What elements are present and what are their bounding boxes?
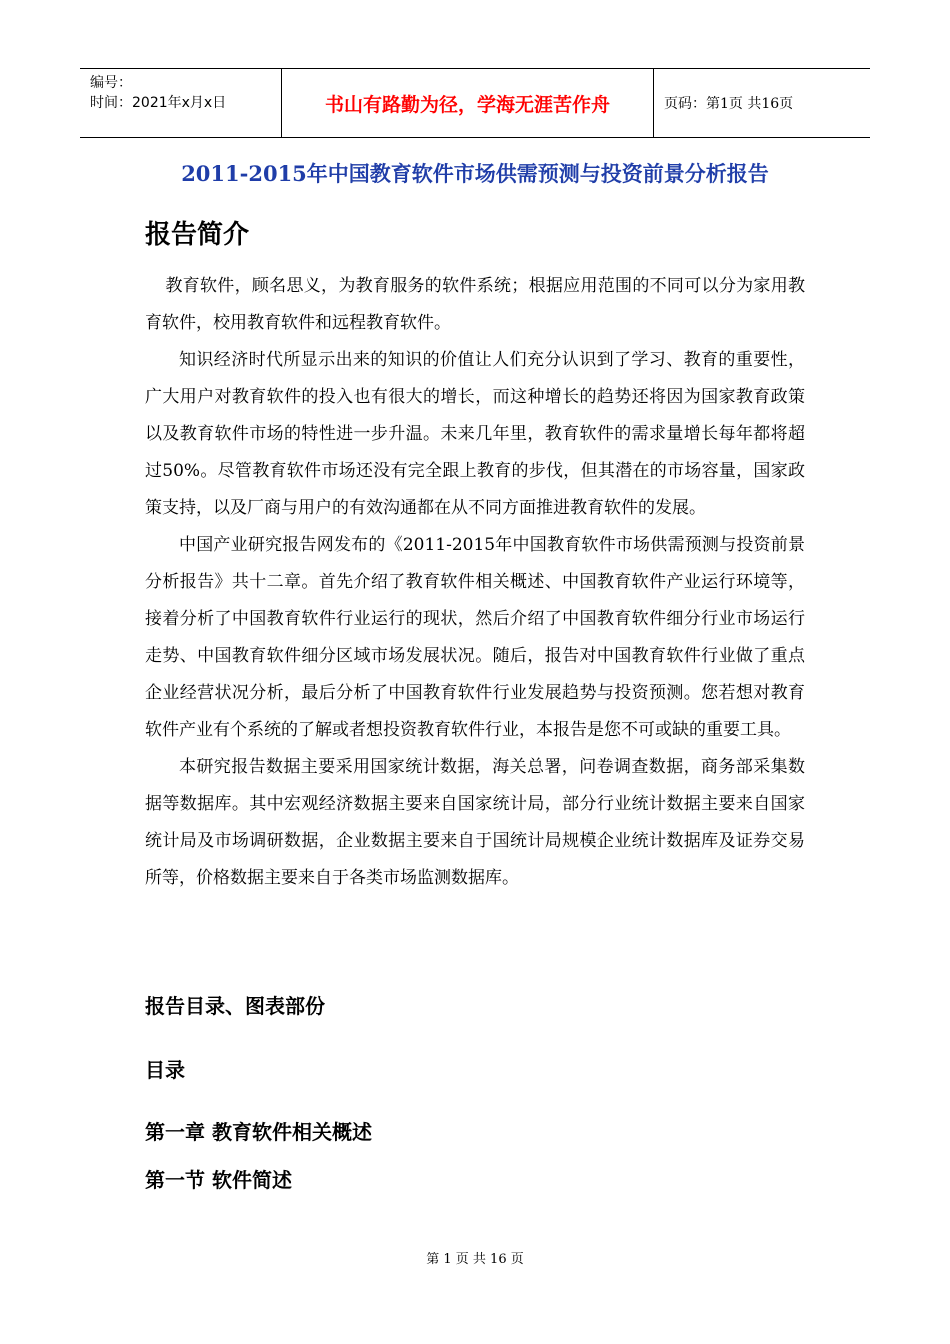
chapter-heading: 第一章 教育软件相关概述 <box>145 1120 372 1144</box>
header-meta <box>80 69 281 137</box>
paragraph: 教育软件，顾名思义，为教育服务的软件系统；根据应用范围的不同可以分为家用教育软件，校用教育软件和远程教育软件。 <box>145 276 805 333</box>
paragraph: 本研究报告数据主要采用国家统计数据，海关总署，问卷调查数据，商务部采集数据等数据库。其中宏观经济数据主要来自国家统计局，部分行业统计数据主要来自国家统计局及市场调研数据，企业数据主要来自于国统计局规模企业统计数据库及证券交易所等，价格数据主要来自于各类市场监测数据库。 <box>145 757 805 888</box>
paragraph: 中国产业研究报告网发布的《2011-2015年中国教育软件市场供需预测与投资前景分析报告》共十二章。首先介绍了教育软件相关概述、中国教育软件产业运行环境等，接着分析了中国教育软件行业运行的现状，然后介绍了中国教育软件细分行业市场运行走势、中国教育软件细分区域市场发展状况。随后，报告对中国教育软件行业做了重点企业经营状况分析，最后分析了中国教育软件行业发展趋势与投资预测。您若想对教育软件产业有个系统的了解或者想投资教育软件行业，本报告是您不可或缺的重要工具。 <box>145 535 805 740</box>
number-label: 编号： <box>90 75 132 91</box>
section-heading: 第一节 软件简述 <box>145 1168 292 1192</box>
toc-charts-heading: 报告目录、图表部份 <box>145 994 325 1018</box>
page-header <box>80 68 870 138</box>
paragraph: 知识经济时代所显示出来的知识的价值让人们充分认识到了学习、教育的重要性，广大用户对教育软件的投入也有很大的增长，而这种增长的趋势还将因为国家教育政策以及教育软件市场的特性进一步升温。未来几年里，教育软件的需求量增长每年都将超过50%。尽管教育软件市场还没有完全跟上教育的步伐，但其潜在的市场容量，国家政策支持，以及厂商与用户的有效沟通都在从不同方面推进教育软件的发展。 <box>145 350 805 518</box>
header-motto <box>281 69 654 137</box>
time-label: 时间：2021年x月x日 <box>90 95 227 111</box>
motto-text: 书山有路勤为径，学海无涯苦作舟 <box>324 93 610 116</box>
document-title: 2011-2015年中国教育软件市场供需预测与投资前景分析报告 <box>181 161 769 186</box>
intro-body <box>145 268 805 897</box>
header-page-info: 页码：第1页 共16页 <box>664 96 794 112</box>
intro-heading: 报告简介 <box>145 220 250 250</box>
page-footer: 第 1 页 共 16 页 <box>426 1252 524 1267</box>
toc-heading: 目录 <box>145 1058 185 1082</box>
